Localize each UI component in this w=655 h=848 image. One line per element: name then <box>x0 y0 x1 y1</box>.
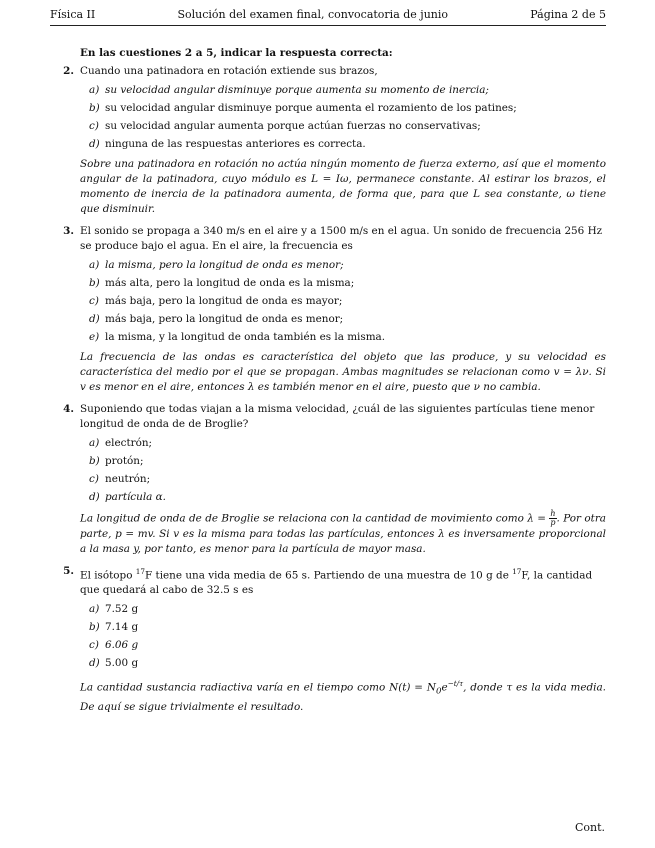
page-header <box>50 8 606 26</box>
question-2 <box>52 64 606 217</box>
option-text: protón; <box>105 455 144 467</box>
option-b <box>89 101 606 116</box>
options-list <box>52 83 606 152</box>
explanation-part-2: , donde τ es la vida media. De aquí se sigue trivialmente el resultado. <box>80 681 606 714</box>
option-label: a) <box>89 259 100 271</box>
exponent: −t/τ <box>447 679 464 689</box>
option-label: b) <box>89 102 100 114</box>
option-text: partícula α. <box>105 491 166 503</box>
question-5 <box>52 564 606 715</box>
option-text: 5.00 g <box>105 657 139 670</box>
option-a <box>89 436 606 451</box>
instructions: En las cuestiones 2 a 5, indicar la respuesta correcta: <box>80 47 393 59</box>
explanation-part-2: . Por otra parte, p = mv. Si v es la misma para todas las partículas, entonces λ es inversamente proporcional a la masa y, por tanto, es menor para la partícula de mayor masa. <box>80 512 606 555</box>
option-c <box>89 472 606 487</box>
mass-number-superscript: 17 <box>512 567 522 576</box>
option-b <box>89 620 606 635</box>
option-text: electrón; <box>105 437 153 449</box>
question-text: Cuando una patinadora en rotación extiende sus brazos, <box>80 65 378 77</box>
question-number: 4. <box>63 403 74 415</box>
exponential-base: e <box>441 681 448 694</box>
explanation: Sobre una patinadora en rotación no actúa ningún momento de fuerza externo, así que el momento angular de la patinadora, cuyo módulo es L = Iω, permanece constante. Al estirar los brazos, el momento de inercia de la patinadora aumenta, de forma que, para que L sea constante, ω tiene que disminuir. <box>80 158 606 215</box>
option-text: neutrón; <box>105 473 151 485</box>
option-text: la misma, pero la longitud de onda es menor; <box>105 259 344 271</box>
option-text: su velocidad angular aumenta porque actúan fuerzas no conservativas; <box>105 120 481 132</box>
option-a <box>89 602 606 617</box>
subscript-zero: 0 <box>435 687 442 698</box>
continued-label: Cont. <box>574 821 605 834</box>
question-text: Suponiendo que todas viajan a la misma velocidad, ¿cuál de las siguientes partículas tiene menor longitud de onda de de Broglie? <box>80 403 595 430</box>
header-title: Solución del examen final, convocatoria de junio <box>177 8 449 21</box>
option-text: más baja, pero la longitud de onda es menor; <box>105 313 344 325</box>
question-number: 2. <box>63 65 74 77</box>
question-text <box>80 564 606 598</box>
question-text-part-2: F tiene una vida media de 65 s. Partiendo de una muestra de 10 g de <box>145 569 513 582</box>
question-number: 5. <box>63 565 74 577</box>
option-label: a) <box>89 603 100 616</box>
option-label: d) <box>89 138 100 150</box>
option-label: b) <box>89 455 100 467</box>
question-4 <box>52 402 606 557</box>
option-c <box>89 119 606 134</box>
option-text: más alta, pero la longitud de onda es la misma; <box>105 277 355 289</box>
option-a <box>89 83 606 98</box>
question-text-part-3: F, la cantidad que quedará al cabo de 32.5 s es <box>80 569 593 597</box>
option-d <box>89 656 606 671</box>
option-text: 6.06 g <box>105 639 139 652</box>
option-text: 7.14 g <box>105 621 139 634</box>
option-label: d) <box>89 313 100 325</box>
option-label: c) <box>89 639 99 652</box>
options-list <box>52 602 606 671</box>
fraction-h-over-p <box>549 510 556 527</box>
explanation: La frecuencia de las ondas es característica del objeto que las produce, y su velocidad es característica del medio por el que se propagan. Ambas magnitudes se relacionan como v = λν. Si v es menor en el aire, entonces λ es también menor en el aire, puesto que ν no cambia. <box>80 351 606 393</box>
option-label: e) <box>89 331 100 343</box>
option-text: 7.52 g <box>105 603 139 616</box>
option-d <box>89 490 606 505</box>
option-c <box>89 638 606 653</box>
explanation-part-1: La longitud de onda de de Broglie se relaciona con la cantidad de movimiento como λ = <box>80 512 550 525</box>
explanation <box>80 676 606 715</box>
options-list <box>52 258 606 345</box>
option-text: más baja, pero la longitud de onda es mayor; <box>105 295 343 307</box>
option-text: la misma, y la longitud de onda también es la misma. <box>105 331 386 343</box>
options-list <box>52 436 606 505</box>
option-text: su velocidad angular disminuye porque aumenta su momento de inercia; <box>105 84 489 96</box>
option-label: a) <box>89 437 100 449</box>
option-e <box>89 330 606 345</box>
fraction-denominator: p <box>550 518 556 527</box>
option-b <box>89 454 606 469</box>
option-d <box>89 137 606 152</box>
header-page-number: Página 2 de 5 <box>530 8 606 21</box>
option-label: c) <box>89 295 99 307</box>
option-b <box>89 276 606 291</box>
option-label: a) <box>89 84 100 96</box>
explanation-part-1: La cantidad sustancia radiactiva varía en el tiempo como N(t) = N <box>80 681 436 694</box>
option-label: c) <box>89 473 99 485</box>
option-text: ninguna de las respuestas anteriores es correcta. <box>105 138 366 150</box>
option-a <box>89 258 606 273</box>
question-text: El sonido se propaga a 340 m/s en el aire y a 1500 m/s en el agua. Un sonido de frecuencia 256 Hz se produce bajo el agua. En el aire, la frecuencia es <box>80 225 603 252</box>
option-c <box>89 294 606 309</box>
option-label: b) <box>89 277 100 289</box>
exam-content <box>52 46 606 722</box>
explanation <box>80 510 606 557</box>
question-number: 3. <box>63 225 74 237</box>
option-label: c) <box>89 120 99 132</box>
option-text: su velocidad angular disminuye porque aumenta el rozamiento de los patines; <box>105 102 517 114</box>
question-3 <box>52 224 606 395</box>
option-label: d) <box>89 657 100 670</box>
header-course: Física II <box>50 8 96 21</box>
option-d <box>89 312 606 327</box>
option-label: b) <box>89 621 100 634</box>
option-label: d) <box>89 491 100 503</box>
fraction-numerator: h <box>550 509 556 518</box>
mass-number-superscript: 17 <box>135 567 146 576</box>
question-text-part-1: El isótopo <box>80 569 136 582</box>
